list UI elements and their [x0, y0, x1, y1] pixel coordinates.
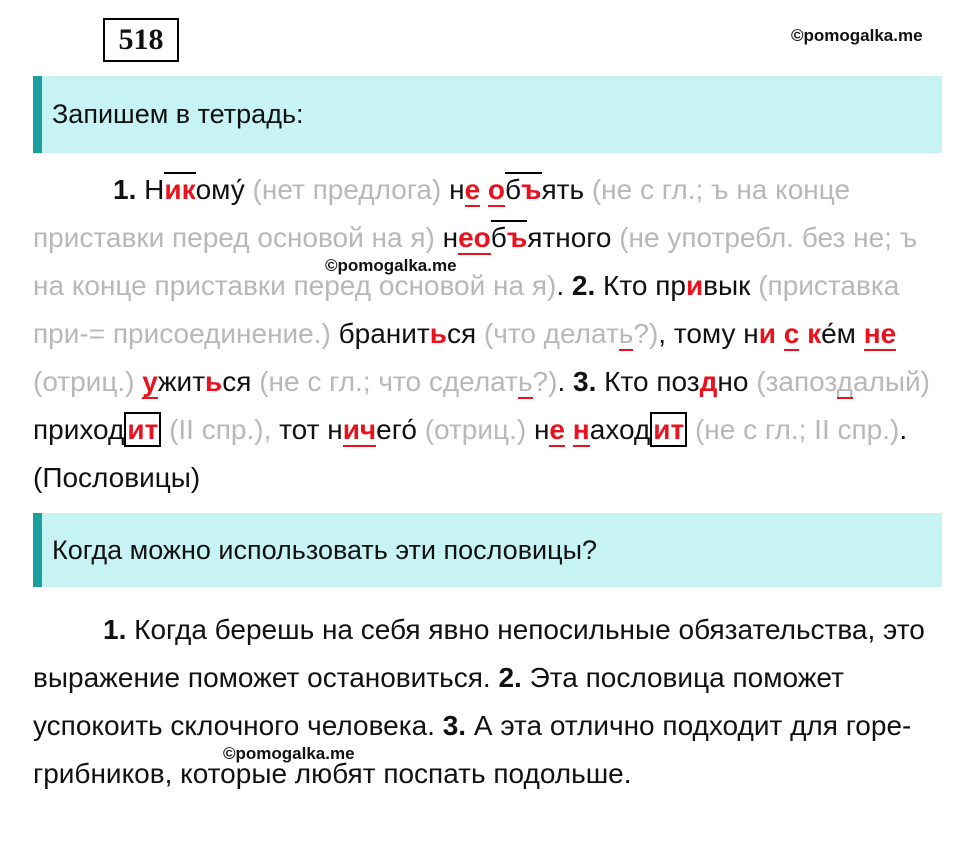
comment: (запоз [756, 366, 837, 397]
word: приход [33, 414, 125, 445]
word: Н [144, 174, 165, 205]
word: аход [589, 414, 651, 445]
word-red: е [464, 174, 481, 205]
answer-sentence: Эта пословица поможет успокоить склочного человека. [33, 662, 844, 741]
word: но [717, 366, 749, 397]
punct: . [556, 270, 565, 301]
word-red: ик [164, 174, 196, 205]
word: Кто пр [603, 270, 686, 301]
word-red: н [572, 414, 590, 445]
answer-sentence: А эта отлично подходит для горе-грибников, которые любят поспать подольше. [33, 710, 912, 789]
comment: д [836, 366, 853, 397]
word-red: у [142, 366, 158, 397]
word: жит [157, 366, 206, 397]
comment: (что делат [483, 318, 619, 349]
word: вык [703, 270, 751, 301]
space [480, 174, 488, 205]
section-title-write [33, 76, 942, 153]
comment: ь [618, 318, 634, 349]
comment: алый) [852, 366, 930, 397]
word: е́м [821, 318, 856, 349]
word-red: и [685, 270, 704, 301]
word: ся [222, 366, 252, 397]
item-number: 1. [103, 614, 127, 645]
word-red: о [487, 174, 506, 205]
word: б [505, 174, 522, 205]
word: Кто поз [604, 366, 700, 397]
answer-sentence: Когда берешь на себя явно непосильные обязательства, это выражение поможет остановиться. [33, 614, 925, 693]
comment: (не с гл.; II спр.) [694, 414, 900, 445]
word-red: с [783, 318, 800, 349]
word-red: к [807, 318, 822, 349]
watermark-middle: ©pomogalka.me [325, 256, 457, 275]
word-red: ь [429, 318, 447, 349]
item-number: 2. [498, 662, 522, 693]
word: ять [541, 174, 585, 205]
word: его́ [376, 414, 417, 445]
word-red: д [699, 366, 718, 397]
exercise-text [33, 166, 945, 502]
comment: ?) [532, 366, 558, 397]
space [776, 318, 784, 349]
watermark-top: ©pomogalka.me [791, 26, 923, 45]
comment: (приставка при-= присоединение.) [33, 270, 900, 349]
word-red: ич [342, 414, 377, 445]
word-red: ь [205, 366, 223, 397]
section-title-text: Запишем в тетрадь: [52, 99, 304, 129]
item-number: 3. [573, 366, 597, 397]
word: б [490, 222, 507, 253]
exercise-number: 518 [103, 18, 179, 62]
word-red: и [758, 318, 776, 349]
comment: (нет предлога) [252, 174, 442, 205]
word: бранит [338, 318, 430, 349]
punct: . [557, 366, 566, 397]
item-number: 2. [571, 270, 596, 301]
section-title-text: Когда можно использовать эти пословицы? [52, 534, 598, 565]
comment: (не с гл.; ъ на конце приставки перед основой на я) [33, 174, 851, 253]
word: н [442, 222, 459, 253]
word-red: ъ [521, 174, 542, 205]
comment: (не с гл.; что сделат [259, 366, 518, 397]
section-title-question [33, 513, 942, 587]
comment: (отриц.) [33, 366, 135, 397]
comment: (не употребл. без не; ъ на конце приставки перед основой на я) [33, 222, 918, 301]
watermark-bottom: ©pomogalka.me [223, 744, 355, 763]
word-ending-box: ит [650, 412, 687, 447]
word: ятного [527, 222, 612, 253]
word-red: ъ [506, 222, 528, 253]
word: н [533, 414, 550, 445]
word-red: ео [458, 222, 491, 253]
comment: ь [517, 366, 533, 397]
item-number: 1. [113, 174, 137, 205]
word: н [449, 174, 465, 205]
comment: (отриц.) [424, 414, 527, 445]
comment: (II спр.), [169, 414, 272, 445]
word: . (Пословицы) [33, 414, 908, 493]
word: ся [446, 318, 477, 349]
word: ому́ [195, 174, 245, 205]
word-red: не [863, 318, 897, 349]
space [565, 414, 573, 445]
word: тот н [279, 414, 343, 445]
word-ending-box: ит [124, 412, 161, 447]
answer-text [33, 606, 945, 798]
word: , тому н [658, 318, 759, 349]
word-red: е [549, 414, 565, 445]
item-number: 3. [442, 710, 467, 741]
space [799, 318, 807, 349]
comment: ?) [633, 318, 659, 349]
